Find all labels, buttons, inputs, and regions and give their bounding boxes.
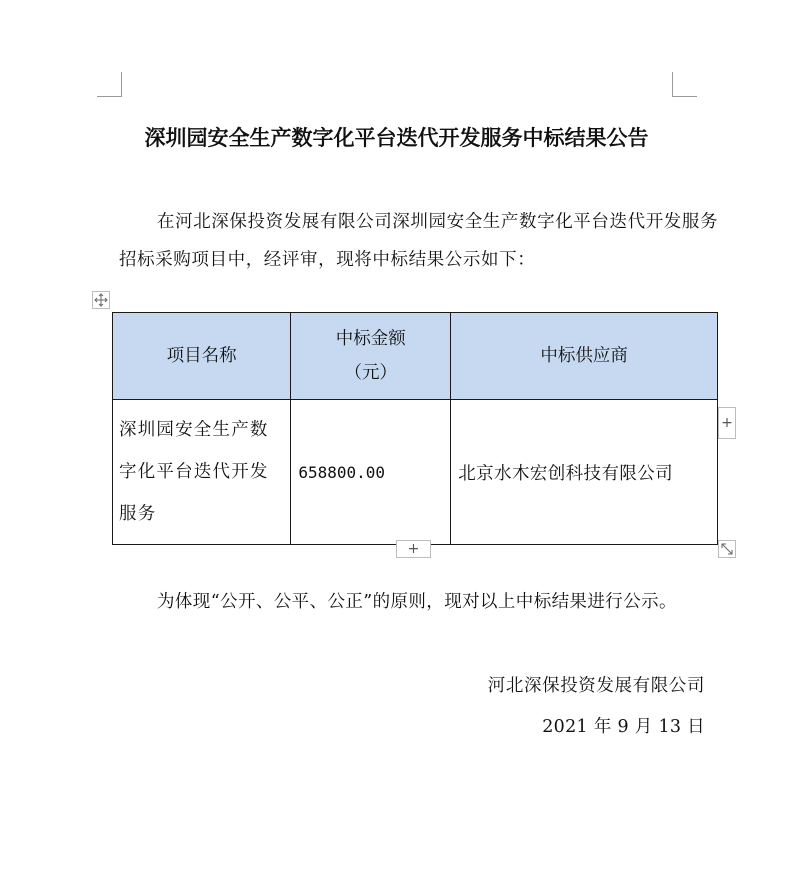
cell-project-name[interactable]: 深圳园安全生产数字化平台迭代开发服务 xyxy=(113,400,291,545)
add-column-button[interactable] xyxy=(718,407,736,439)
cell-amount[interactable]: 658800.00 xyxy=(291,400,451,545)
page-corner-top-left xyxy=(97,72,122,97)
table-header-row xyxy=(113,313,718,400)
signature-date: 2021 年 9 月 13 日 xyxy=(542,717,705,737)
header-amount-line1: 中标金额 xyxy=(335,329,406,349)
plus-icon: + xyxy=(721,415,733,431)
intro-paragraph: 在河北深保投资发展有限公司深圳园安全生产数字化平台迭代开发服务招标采购项目中，经评审，现将中标结果公示如下： xyxy=(119,212,719,270)
result-table xyxy=(112,312,718,545)
signature-company: 河北深保投资发展有限公司 xyxy=(487,676,705,696)
plus-icon: + xyxy=(407,541,420,557)
header-supplier: 中标供应商 xyxy=(451,313,718,400)
document-title: 深圳园安全生产数字化平台迭代开发服务中标结果公告 xyxy=(144,126,649,150)
header-amount-line2: （元） xyxy=(344,363,398,383)
cell-supplier[interactable]: 北京水木宏创科技有限公司 xyxy=(451,400,718,545)
add-row-button[interactable] xyxy=(396,540,431,558)
resize-icon xyxy=(719,541,735,557)
header-amount xyxy=(291,313,451,400)
move-icon xyxy=(93,292,109,308)
table-row xyxy=(113,400,718,545)
page-corner-top-right xyxy=(672,72,697,97)
table-resize-handle[interactable] xyxy=(718,540,736,558)
header-project-name: 项目名称 xyxy=(113,313,291,400)
table-move-handle[interactable] xyxy=(92,291,110,309)
closing-paragraph: 为体现“公开、公平、公正”的原则，现对以上中标结果进行公示。 xyxy=(157,592,677,612)
